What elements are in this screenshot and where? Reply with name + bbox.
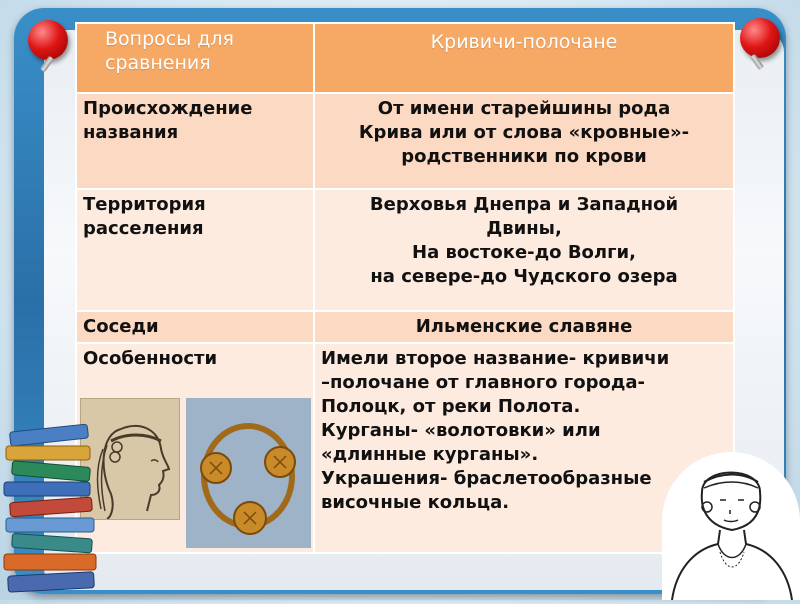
answer-line: –полочане от главного города- bbox=[321, 372, 645, 393]
answer-line: височные кольца. bbox=[321, 492, 510, 513]
answer-line: на севере-до Чудского озера bbox=[370, 266, 678, 287]
answer-line: Полоцк, от реки Полота. bbox=[321, 396, 581, 417]
pushpin-icon bbox=[740, 18, 780, 58]
header-tribe: Кривичи-полочане bbox=[314, 23, 734, 93]
row-answer bbox=[314, 93, 734, 189]
answer-line: Курганы- «волотовки» или bbox=[321, 420, 601, 441]
row-answer bbox=[314, 189, 734, 311]
pushpin-icon bbox=[28, 20, 68, 60]
answer-line: Двины, bbox=[486, 218, 562, 239]
answer-line: Верховья Днепра и Западной bbox=[369, 194, 679, 215]
answer-line: От имени старейшины рода bbox=[377, 98, 671, 119]
answer-line: Крива или от слова «кровные»- bbox=[358, 122, 690, 143]
row-question: Происхождение названия bbox=[76, 93, 314, 189]
row-question: Особенности bbox=[76, 343, 314, 553]
answer-line: На востоке-до Волги, bbox=[412, 242, 636, 263]
temple-ring-photo bbox=[186, 398, 311, 548]
answer-line: Имели второе название- кривичи bbox=[321, 348, 670, 369]
answer-line: Ильменские славяне bbox=[415, 316, 633, 337]
answer-line: Украшения- браслетообразные bbox=[321, 468, 652, 489]
header-questions: Вопросы для сравнения bbox=[76, 23, 314, 93]
row-question: Соседи bbox=[76, 311, 314, 343]
table-row bbox=[76, 93, 734, 189]
woman-sketch-icon bbox=[662, 452, 800, 600]
row-answer bbox=[314, 311, 734, 343]
table-row bbox=[76, 189, 734, 311]
answer-line: «длинные курганы». bbox=[321, 444, 539, 465]
row-question: Территория расселения bbox=[76, 189, 314, 311]
temple-ring-icon bbox=[186, 398, 311, 548]
answer-line: родственники по крови bbox=[401, 146, 647, 167]
table-header-row bbox=[76, 23, 734, 93]
table-row bbox=[76, 311, 734, 343]
book-stack-icon bbox=[0, 420, 110, 600]
woman-sketch-illustration bbox=[662, 452, 800, 600]
